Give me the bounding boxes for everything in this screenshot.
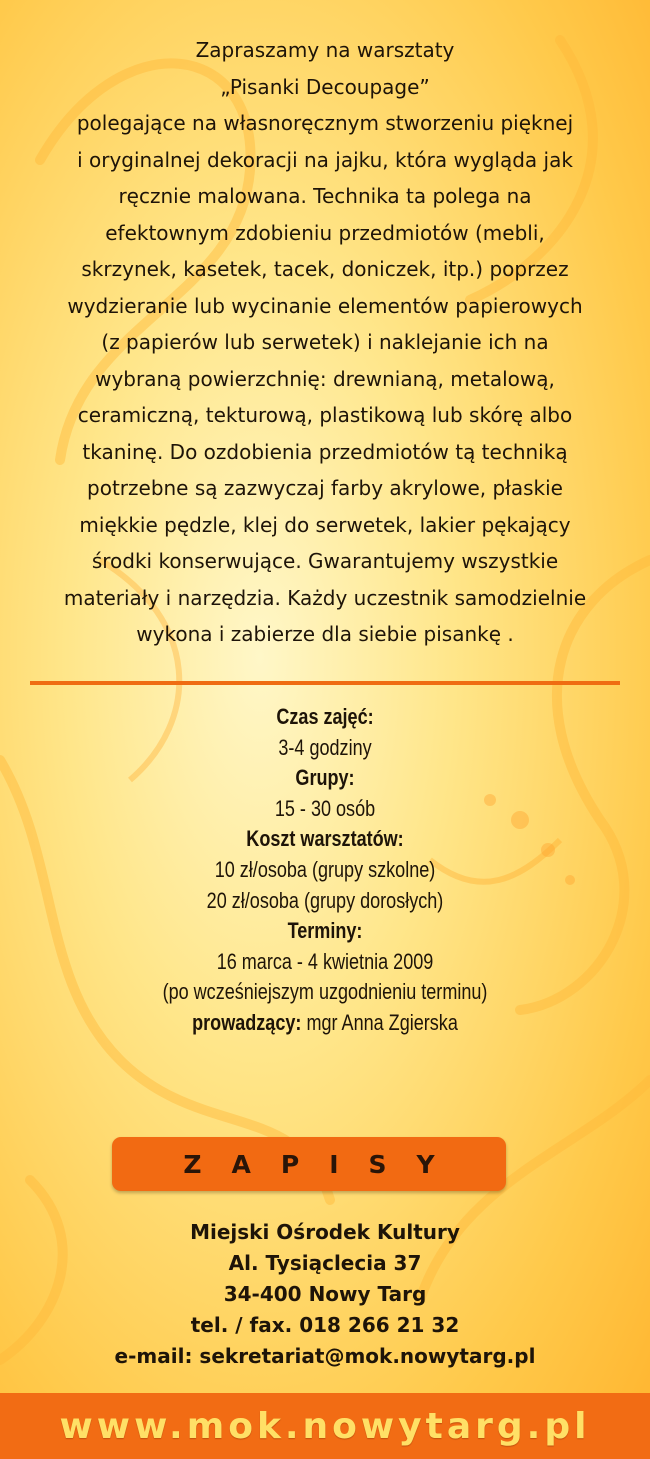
dates-value: 16 marca - 4 kwietnia 2009 (216, 948, 434, 974)
dates-label: Terminy: (287, 918, 363, 944)
section-divider (30, 681, 620, 685)
intro-line: i oryginalnej dekoracji na jajku, która wygląda jak (77, 147, 573, 172)
instructor (59, 1008, 592, 1039)
street-address: Al. Tysiąclecia 37 (228, 1251, 422, 1275)
intro-line: środki konserwujące. Gwarantujemy wszystkie (91, 549, 559, 573)
intro-line: miękkie pędzle, klej do serwetek, lakier pękający (79, 512, 571, 537)
intro-line: wykona i zabierze dla siebie pisankę . (136, 622, 514, 646)
duration-label: Czas zajęć: (276, 704, 374, 729)
instructor-name: mgr Anna Zgierska (306, 1009, 458, 1035)
website-link[interactable]: www.mok.nowytarg.pl (59, 1405, 591, 1447)
intro-title: „Pisanki Decoupage” (220, 74, 430, 99)
intro-line: ceramiczną, tekturową, plastikową lub skórę albo (77, 403, 573, 427)
contact-block (0, 1217, 650, 1372)
intro-line: materiały i narzędzia. Każdy uczestnik samodzielnie (63, 585, 587, 610)
intro-line: polegające na własnoręcznym stworzeniu pięknej (76, 111, 574, 135)
intro-line: wydzieranie lub wycinanie elementów papierowych (67, 293, 583, 318)
email-link[interactable]: e-mail: sekretariat@mok.nowytarg.pl (114, 1344, 536, 1368)
intro-line: skrzynek, kasetek, tacek, doniczek, itp.) poprzez (81, 257, 569, 281)
workshop-details (59, 702, 592, 1039)
intro-line: wybraną powierzchnię: drewnianą, metalową, (95, 366, 555, 391)
intro-line: ręcznie malowana. Technika ta polega na (118, 184, 532, 208)
intro-line: tkaninę. Do ozdobienia przedmiotów tą techniką (82, 439, 568, 464)
cost-label: Koszt warsztatów: (246, 826, 404, 852)
duration-value: 3-4 godziny (278, 734, 372, 760)
intro-line: potrzebne są zazwyczaj farby akrylowe, płaskie (87, 476, 563, 500)
intro-line: Zapraszamy na warsztaty (195, 38, 455, 62)
cost-adults: 20 zł/osoba (grupy dorosłych) (206, 887, 444, 913)
instructor-label: prowadzący: (192, 1009, 302, 1035)
intro-line: efektownym zdobieniu przedmiotów (mebli, (105, 220, 545, 245)
signup-button[interactable]: ZAPISY (112, 1137, 506, 1191)
intro-line: (z papierów lub serwetek) i naklejanie ich na (101, 330, 549, 354)
groups-value: 15 - 30 osób (274, 795, 376, 821)
org-name: Miejski Ośrodek Kultury (190, 1220, 460, 1244)
footer-banner (0, 1393, 650, 1459)
dates-note: (po wcześniejszym uzgodnieniu terminu) (162, 979, 488, 1005)
intro-text (20, 32, 630, 653)
groups-label: Grupy: (295, 765, 355, 791)
phone-number: tel. / fax. 018 266 21 32 (190, 1313, 460, 1337)
city-address: 34-400 Nowy Targ (223, 1282, 427, 1306)
cost-school: 10 zł/osoba (grupy szkolne) (214, 856, 436, 882)
